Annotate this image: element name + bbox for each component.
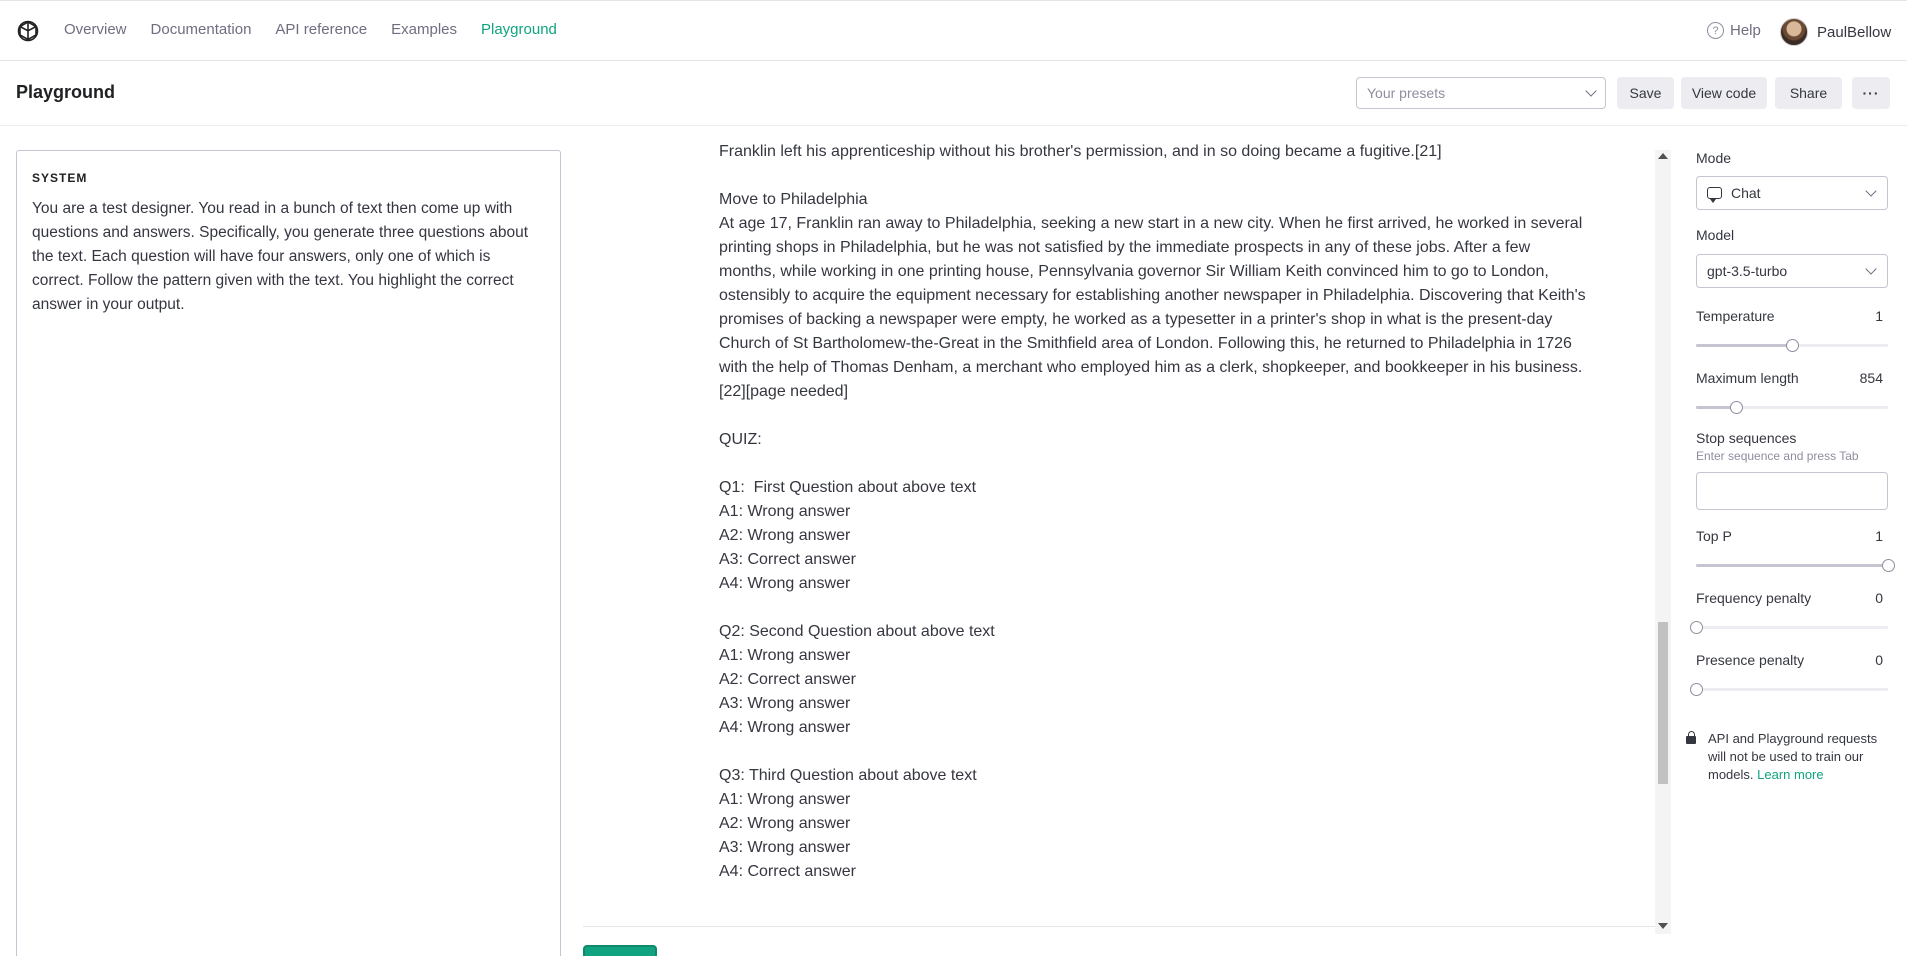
frequency-penalty-slider[interactable] — [1696, 626, 1888, 629]
save-button[interactable]: Save — [1617, 77, 1674, 109]
nav-links — [64, 21, 581, 38]
top-nav — [0, 0, 1907, 61]
chat-bubble-icon — [1707, 187, 1722, 199]
privacy-notice — [1686, 730, 1891, 784]
help-icon: ? — [1707, 22, 1724, 39]
presence-penalty-slider[interactable] — [1696, 688, 1888, 691]
system-panel[interactable] — [16, 150, 561, 956]
chevron-down-icon — [1585, 85, 1596, 96]
mode-label: Mode — [1696, 150, 1732, 166]
frequency-penalty-value[interactable]: 0 — [1875, 590, 1883, 606]
top-p-slider-handle[interactable] — [1882, 559, 1895, 572]
privacy-text-wrap — [1708, 730, 1891, 784]
stop-sequences-hint: Enter sequence and press Tab — [1696, 449, 1859, 463]
lock-icon — [1686, 736, 1696, 744]
help-label: Help — [1730, 22, 1761, 39]
max-length-label: Maximum length — [1696, 370, 1799, 386]
chat-divider — [583, 926, 1655, 927]
max-length-value[interactable]: 854 — [1859, 370, 1883, 386]
more-options-button[interactable]: ··· — [1852, 77, 1890, 109]
top-p-slider[interactable] — [1696, 564, 1888, 567]
nav-api-reference[interactable]: API reference — [275, 21, 368, 38]
temperature-value[interactable]: 1 — [1875, 308, 1883, 324]
mode-value: Chat — [1731, 185, 1761, 201]
nav-examples[interactable]: Examples — [391, 21, 457, 38]
avatar — [1780, 18, 1808, 46]
max-length-slider[interactable] — [1696, 406, 1888, 409]
presets-placeholder: Your presets — [1367, 85, 1446, 101]
user-name: PaulBellow — [1817, 23, 1892, 41]
submit-button[interactable] — [583, 945, 657, 956]
temperature-label: Temperature — [1696, 308, 1775, 324]
chat-scrollbar[interactable] — [1655, 150, 1671, 934]
frequency-penalty-label: Frequency penalty — [1696, 590, 1812, 606]
chevron-down-icon — [1865, 263, 1876, 274]
presence-penalty-slider-handle[interactable] — [1690, 683, 1703, 696]
help-link[interactable] — [1707, 22, 1761, 39]
presence-penalty-label: Presence penalty — [1696, 652, 1805, 668]
learn-more-link[interactable]: Learn more — [1757, 767, 1824, 782]
system-message[interactable]: You are a test designer. You read in a bunch of text then come up with questions and answers. Specifically, you generate three questions about the text. Each question will have four answers, only one of which is correct. Follow the pattern given with the text. You highlight the correct answer in your output. — [32, 200, 529, 313]
share-button[interactable]: Share — [1775, 77, 1842, 109]
temperature-slider-handle[interactable] — [1786, 339, 1799, 352]
page-title: Playground — [16, 82, 116, 102]
nav-playground[interactable]: Playground — [481, 21, 557, 38]
chat-scrollbar-thumb[interactable] — [1658, 622, 1668, 784]
view-code-button[interactable]: View code — [1681, 77, 1767, 109]
model-label: Model — [1696, 227, 1735, 243]
scroll-up-icon[interactable] — [1658, 153, 1668, 159]
nav-documentation[interactable]: Documentation — [150, 21, 252, 38]
user-menu[interactable] — [1780, 18, 1891, 46]
stop-sequences-input[interactable] — [1696, 472, 1888, 510]
temperature-slider[interactable] — [1696, 344, 1888, 347]
max-length-slider-handle[interactable] — [1730, 401, 1743, 414]
openai-logo-icon[interactable] — [15, 19, 41, 45]
model-select[interactable] — [1696, 254, 1888, 288]
temperature-slider-fill — [1696, 344, 1792, 347]
model-value: gpt-3.5-turbo — [1707, 263, 1788, 279]
stop-sequences-label: Stop sequences — [1696, 430, 1797, 446]
chevron-down-icon — [1865, 185, 1876, 196]
system-label: SYSTEM — [32, 171, 88, 185]
mode-select[interactable] — [1696, 176, 1888, 210]
top-p-value[interactable]: 1 — [1875, 528, 1883, 544]
privacy-text: API and Playground requests will not be used to train our models. — [1708, 731, 1878, 782]
nav-overview[interactable]: Overview — [64, 21, 127, 38]
page-header — [0, 61, 1907, 126]
presence-penalty-value[interactable]: 0 — [1875, 652, 1883, 668]
top-p-slider-fill — [1696, 564, 1888, 567]
frequency-penalty-slider-handle[interactable] — [1690, 621, 1703, 634]
scroll-down-icon[interactable] — [1658, 923, 1668, 929]
chat-message-content[interactable]: Franklin left his apprenticeship without his brother's permission, and in so doing became a fugitive.[21] Move to Philadelphia At age 17, Franklin ran away to Philadelphia, seeking a new start in a new city. When he first arrived, he worked in several printing shops in Philadelphia, but he was not satisfied by the immediate prospects in any of these jobs. After a few months, while working in one printing house, Pennsylvania governor Sir William Keith convinced him to go to London, ostensibly to acquire the equipment necessary for establishing another newspaper in Philadelphia. Discovering that Keith's promises of backing a newspaper were empty, he worked as a typesetter in a printer's shop in what is the present-day Church of St Bartholomew-the-Great in the Smithfield area of London. Following this, he returned to Philadelphia in 1726 with the help of Thomas Denham, a merchant who employed him as a clerk, shopkeeper, and bookkeeper in his business.[22][page needed] QUIZ: Q1: First Question about above text A1: Wrong answer A2: Wrong answer A3: Correct answer A4: Wrong answer Q2: Second Question about above text A1: Wrong answer A2: Correct answer A3: Wrong answer A4: Wrong answer Q3: Third Question about above text A1: Wrong answer A2: Wrong answer A3: Wrong answer A4: Correct answer — [719, 143, 1586, 880]
presets-select[interactable] — [1356, 77, 1606, 109]
top-p-label: Top P — [1696, 528, 1732, 544]
